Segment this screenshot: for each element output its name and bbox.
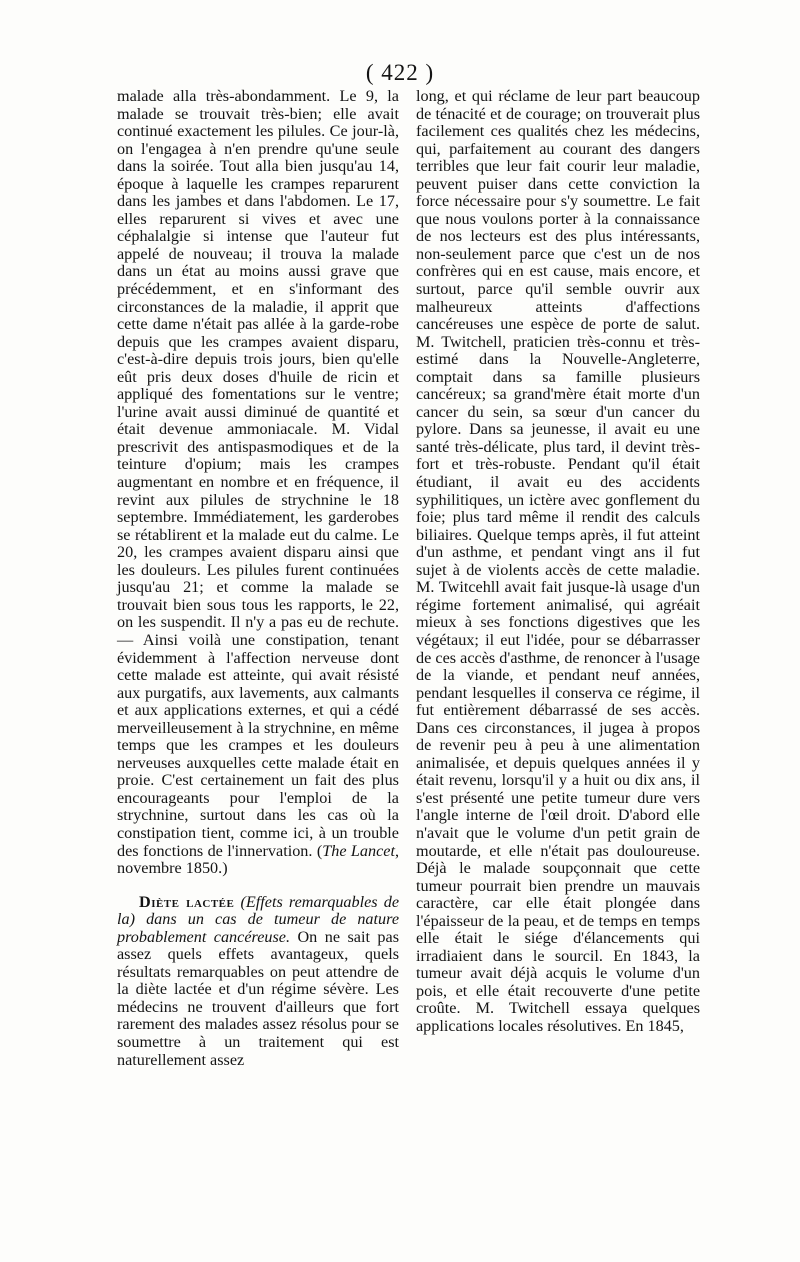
- entry-title: Diète lactée: [139, 892, 235, 911]
- entry-paragraph: [117, 894, 399, 1069]
- entry-subtitle: (Effets remarquables de la) dans un cas de tumeur de nature probablement cancéreuse.: [117, 892, 400, 946]
- entry-body: On ne sait pas assez quels effets avantageux, quels résultats remarquables on peut attendre de la diète lactée et d'un régime sévère. Les médecins ne trouvent d'ailleurs que fort rarement des malades assez résolus pour se soumettre à un traitement qui est naturellement assez: [117, 927, 399, 1069]
- citation-journal: The Lancet: [322, 841, 395, 860]
- citation-open: (: [312, 841, 323, 860]
- right-paragraph: long, et qui réclame de leur part beaucoup de ténacité et de courage; on trouverait plus facilement ces qualités chez les médecins, qui, parfaitement au courant des dangers terribles que leur fait courir leur maladie, peuvent puiser dans cette conviction la force nécessaire pour s'y soumettre. Le fait que nous voulons porter à la connaissance de nos lecteurs est des plus intéressants, non-seulement parce que c'est un de nos confrères qui en est cause, mais encore, et surtout, parce qu'il semble ouvrir aux malheureux atteints d'affections cancéreuses une espèce de porte de salut. M. Twitchell, praticien très-connu et très-estimé dans la Nouvelle-Angleterre, comptait dans sa famille plusieurs cancéreux; sa grand'mère était morte d'un cancer du sein, sa sœur d'un cancer du pylore. Dans sa jeunesse, il avait eu une santé très-délicate, plus tard, il devint très-fort et très-robuste. Pendant qu'il était étudiant, il avait eu des accidents syphilitiques, un ictère avec gonflement du foie; plus tard même il rendit des calculs biliaires. Quelque temps après, il fut atteint d'un asthme, et pendant vingt ans il fut sujet à de violents accès de cette maladie. M. Twitcehll avait fait jusque-là usage d'un régime fortement animalisé, qui agréait mieux à ses fonctions digestives que les végétaux; il eut l'idée, pour se débarrasser de ces accès d'asthme, de renoncer à l'usage de la viande, et pendant neuf années, pendant lesquelles il conserva ce régime, il fut entièrement débarrassé de ses accès. Dans ces circonstances, il jugea à propos de revenir peu à peu à une alimentation animalisée, et depuis quelques années il y était revenu, lorsqu'il y a huit ou dix ans, il s'est présenté une petite tumeur dure vers l'angle interne de l'œil droit. D'abord elle n'avait que le volume d'un petit grain de moutarde, et elle n'était pas douloureuse. Déjà le malade soupçonnait que cette tumeur pourrait bien prendre un mauvais caractère, car elle était plongée dans l'épaisseur de la peau, et de temps en temps elle était le siége d'élancements qui irradiaient dans le sourcil. En 1843, la tumeur avait déjà acquis le volume d'un pois, et elle était recouverte d'une petite croûte. M. Twitchell essaya quelques applications locales résolutives. En 1845,: [416, 87, 700, 1035]
- left-column: [117, 88, 399, 1069]
- right-column: [416, 88, 700, 1036]
- page-number: ( 422 ): [365, 60, 435, 85]
- citation-rest: , novembre 1850.): [117, 841, 399, 878]
- left-paragraph: [117, 88, 399, 878]
- left-paragraph-text: malade alla très-abondamment. Le 9, la malade se trouvait très-bien; elle avait continué exactement les pilules. Ce jour-là, on l'engagea à n'en prendre qu'une seule dans la soirée. Tout alla bien jusqu'au 14, époque à laquelle les crampes reparurent dans les jambes et dans l'abdomen. Le 17, elles reparurent si vives et avec une céphalalgie si intense que l'auteur fut appelé de nouveau; il trouva la malade dans un état au moins aussi grave que précédemment, et en s'informant des circonstances de la maladie, il apprit que cette dame n'était pas allée à la garde-robe depuis que les crampes avaient disparu, c'est-à-dire depuis trois jours, bien qu'elle eût pris deux doses d'huile de ricin et appliqué des fomentations sur le ventre; l'urine avait aussi diminué de quantité et était devenue ammoniacale. M. Vidal prescrivit des antispasmodiques et de la teinture d'opium; mais les crampes augmentant en nombre et en fréquence, il revint aux pilules de strychnine le 18 septembre. Immédiatement, les garderobes se rétablirent et la malade eut du calme. Le 20, les crampes avaient disparu ainsi que les douleurs. Les pilules furent continuées jusqu'au 21; et comme la malade se trouvait bien sous tous les rapports, le 22, on les suspendit. Il n'y a pas eu de rechute. — Ainsi voilà une constipation, tenant évidemment à l'affection nerveuse dont cette malade est atteinte, qui avait résisté aux purgatifs, aux lavements, aux calmants et aux applications externes, et qui a cédé merveilleusement à la strychnine, en même temps que les crampes et les douleurs nerveuses auxquelles cette malade était en proie. C'est certainement un fait des plus encourageants pour l'emploi de la strychnine, surtout dans les cas où la constipation tient, comme ici, à un trouble des fonctions de l'innervation.: [117, 87, 399, 860]
